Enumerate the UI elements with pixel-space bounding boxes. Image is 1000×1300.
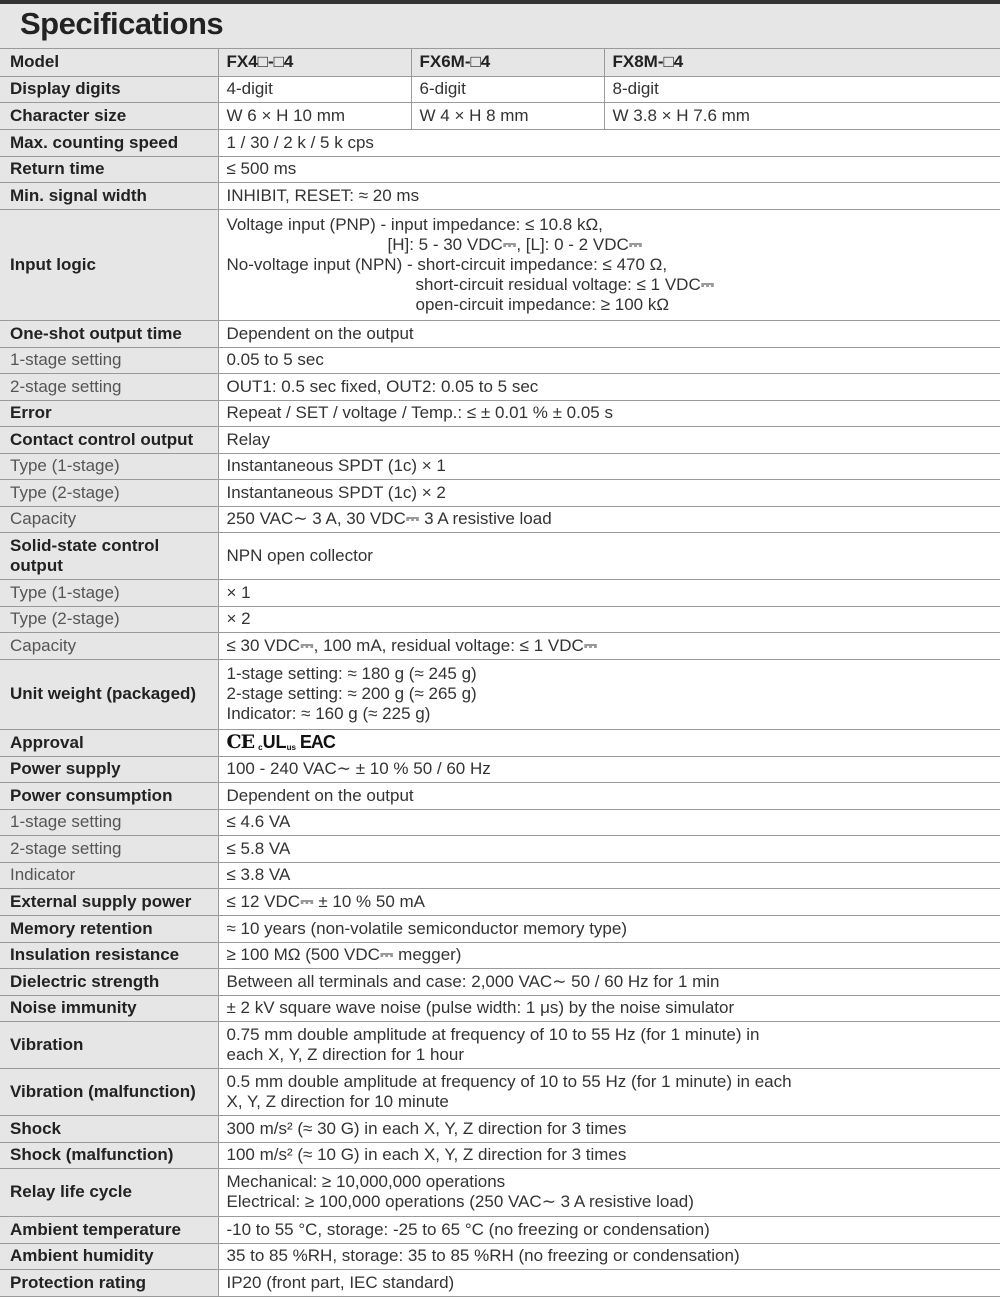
row-value: W 6 × H 10 mm (218, 102, 411, 129)
row-value: 100 m/s² (≈ 10 G) in each X, Y, Z direction for 3 times (218, 1142, 1000, 1168)
row-label: 2-stage setting (0, 373, 218, 400)
row-label: Input logic (0, 209, 218, 320)
ce-mark-icon: CE (226, 731, 255, 753)
row-value: INHIBIT, RESET: ≈ 20 ms (218, 182, 1000, 209)
row-label: Type (2-stage) (0, 479, 218, 506)
page-title: Specifications (20, 6, 224, 41)
row-label: Power consumption (0, 782, 218, 809)
row-label: Contact control output (0, 426, 218, 453)
value-line: 0.75 mm double amplitude at frequency of 10 to 55 Hz (for 1 minute) in (226, 1024, 760, 1044)
spec-row-min-signal-width (0, 182, 1000, 209)
ul-c-letter: c (258, 743, 263, 752)
row-label: Unit weight (packaged) (0, 659, 218, 729)
spec-row-relay-life-cycle (0, 1168, 1000, 1216)
spec-row-one-shot-output-time (0, 320, 1000, 347)
row-value: ≤ 3.8 VA (218, 862, 1000, 888)
spec-row-solid-state-control-output (0, 532, 1000, 579)
row-value (218, 209, 1000, 320)
ul-mark-icon (258, 732, 296, 752)
spec-row-dielectric-strength (0, 968, 1000, 995)
row-label: One-shot output time (0, 320, 218, 347)
value-line: 1-stage setting: ≈ 180 g (≈ 245 g) (226, 664, 477, 683)
eac-mark-icon: EAC (299, 732, 335, 752)
spec-row-power-1-stage (0, 809, 1000, 835)
spec-row-power-2-stage (0, 835, 1000, 862)
row-value (218, 729, 1000, 756)
spec-row-contact-type-2-stage (0, 479, 1000, 506)
row-label: Display digits (0, 76, 218, 102)
spec-row-vibration (0, 1021, 1000, 1068)
row-label: 2-stage setting (0, 835, 218, 862)
row-label: Vibration (malfunction) (0, 1068, 218, 1115)
ul-letters: UL (262, 732, 287, 752)
row-label: Ambient humidity (0, 1243, 218, 1269)
spec-row-contact-type-1-stage (0, 453, 1000, 479)
value-line: 0.5 mm double amplitude at frequency of 10 to 55 Hz (for 1 minute) in each (226, 1071, 792, 1091)
row-value: W 4 × H 8 mm (411, 102, 604, 129)
spec-row-input-logic (0, 209, 1000, 320)
row-label: Capacity (0, 506, 218, 532)
value-line: Mechanical: ≥ 10,000,000 operations (226, 1172, 506, 1191)
spec-row-ambient-temperature (0, 1216, 1000, 1243)
spec-row-character-size (0, 102, 1000, 129)
row-value: Instantaneous SPDT (1c) × 1 (218, 453, 1000, 479)
row-label: Memory retention (0, 915, 218, 942)
row-label: Character size (0, 102, 218, 129)
row-value: ≥ 100 MΩ (500 VDC⎓ megger) (218, 942, 1000, 968)
row-value (218, 1168, 1000, 1216)
spec-row-contact-capacity (0, 506, 1000, 532)
row-label: Solid-state control output (0, 532, 218, 579)
spec-row-ssr-capacity (0, 632, 1000, 659)
table-header-row (0, 49, 1000, 76)
row-value: 250 VAC∼ 3 A, 30 VDC⎓ 3 A resistive load (218, 506, 1000, 532)
row-value: W 3.8 × H 7.6 mm (604, 102, 1000, 129)
row-value: × 1 (218, 579, 1000, 606)
value-line: [H]: 5 - 30 VDC⎓, [L]: 0 - 2 VDC⎓ (387, 234, 643, 254)
row-value: 4-digit (218, 76, 411, 102)
spec-row-power-indicator (0, 862, 1000, 888)
model-fx4: FX4□-□4 (218, 49, 411, 76)
row-value: 100 - 240 VAC∼ ± 10 % 50 / 60 Hz (218, 756, 1000, 782)
spec-row-vibration-malfunction (0, 1068, 1000, 1115)
spec-row-approval (0, 729, 1000, 756)
spec-table (0, 49, 1000, 1297)
value-line: short-circuit residual voltage: ≤ 1 VDC⎓ (415, 274, 715, 294)
model-fx6m: FX6M-□4 (411, 49, 604, 76)
header-label: Model (0, 49, 218, 76)
model-fx8m: FX8M-□4 (604, 49, 1000, 76)
spec-row-ssr-type-1-stage (0, 579, 1000, 606)
row-value: ≤ 500 ms (218, 156, 1000, 182)
ul-us-letters: us (286, 743, 296, 752)
row-label: Noise immunity (0, 995, 218, 1021)
row-value: OUT1: 0.5 sec fixed, OUT2: 0.05 to 5 sec (218, 373, 1000, 400)
row-label: Min. signal width (0, 182, 218, 209)
row-label: Shock (0, 1115, 218, 1142)
row-value: ≈ 10 years (non-volatile semiconductor memory type) (218, 915, 1000, 942)
row-value: Repeat / SET / voltage / Temp.: ≤ ± 0.01 % ± 0.05 s (218, 400, 1000, 426)
row-value: Relay (218, 426, 1000, 453)
row-value: 0.05 to 5 sec (218, 347, 1000, 373)
spec-row-power-supply (0, 756, 1000, 782)
row-label: Insulation resistance (0, 942, 218, 968)
spec-row-memory-retention (0, 915, 1000, 942)
spec-row-ambient-humidity (0, 1243, 1000, 1269)
row-label: Dielectric strength (0, 968, 218, 995)
row-value: ≤ 12 VDC⎓ ± 10 % 50 mA (218, 888, 1000, 915)
row-label: Protection rating (0, 1269, 218, 1296)
row-label: Approval (0, 729, 218, 756)
row-value: 6-digit (411, 76, 604, 102)
row-label: External supply power (0, 888, 218, 915)
row-label: 1-stage setting (0, 809, 218, 835)
row-value: Dependent on the output (218, 320, 1000, 347)
row-label: Indicator (0, 862, 218, 888)
row-value: Between all terminals and case: 2,000 VAC∼ 50 / 60 Hz for 1 min (218, 968, 1000, 995)
spec-row-2-stage-setting (0, 373, 1000, 400)
spec-row-max-counting-speed (0, 129, 1000, 156)
spec-row-shock (0, 1115, 1000, 1142)
row-label: Type (1-stage) (0, 579, 218, 606)
row-value: 1 / 30 / 2 k / 5 k cps (218, 129, 1000, 156)
spec-row-contact-control-output (0, 426, 1000, 453)
row-label: Type (1-stage) (0, 453, 218, 479)
title-bar (0, 4, 1000, 49)
row-value: 8-digit (604, 76, 1000, 102)
spec-row-display-digits (0, 76, 1000, 102)
row-value: Dependent on the output (218, 782, 1000, 809)
row-label: Max. counting speed (0, 129, 218, 156)
row-label: Capacity (0, 632, 218, 659)
row-value (218, 1021, 1000, 1068)
row-value: ± 2 kV square wave noise (pulse width: 1 μs) by the noise simulator (218, 995, 1000, 1021)
spec-row-1-stage-setting (0, 347, 1000, 373)
spec-row-external-supply-power (0, 888, 1000, 915)
row-value: ≤ 5.8 VA (218, 835, 1000, 862)
row-label: Power supply (0, 756, 218, 782)
row-value (218, 659, 1000, 729)
row-value: 300 m/s² (≈ 30 G) in each X, Y, Z direction for 3 times (218, 1115, 1000, 1142)
row-label: Return time (0, 156, 218, 182)
row-value: × 2 (218, 606, 1000, 632)
spec-row-ssr-type-2-stage (0, 606, 1000, 632)
value-line: Voltage input (PNP) - input impedance: ≤ 10.8 kΩ, (226, 214, 603, 234)
row-value: ≤ 4.6 VA (218, 809, 1000, 835)
spec-row-insulation-resistance (0, 942, 1000, 968)
spec-row-unit-weight (0, 659, 1000, 729)
value-line: X, Y, Z direction for 10 minute (226, 1091, 449, 1111)
spec-row-power-consumption (0, 782, 1000, 809)
spec-row-error (0, 400, 1000, 426)
row-label: Vibration (0, 1021, 218, 1068)
row-value (218, 1068, 1000, 1115)
value-line: each X, Y, Z direction for 1 hour (226, 1044, 465, 1064)
row-value: Instantaneous SPDT (1c) × 2 (218, 479, 1000, 506)
row-value: NPN open collector (218, 532, 1000, 579)
spec-row-noise-immunity (0, 995, 1000, 1021)
value-line: Indicator: ≈ 160 g (≈ 225 g) (226, 704, 431, 723)
row-label: Type (2-stage) (0, 606, 218, 632)
row-value: -10 to 55 °C, storage: -25 to 65 °C (no freezing or condensation) (218, 1216, 1000, 1243)
value-line: Electrical: ≥ 100,000 operations (250 VAC∼ 3 A resistive load) (226, 1192, 694, 1211)
row-value: ≤ 30 VDC⎓, 100 mA, residual voltage: ≤ 1 VDC⎓ (218, 632, 1000, 659)
spec-row-return-time (0, 156, 1000, 182)
spec-row-protection-rating (0, 1269, 1000, 1296)
row-value: IP20 (front part, IEC standard) (218, 1269, 1000, 1296)
approval-marks (227, 732, 335, 752)
row-label: Shock (malfunction) (0, 1142, 218, 1168)
value-line: No-voltage input (NPN) - short-circuit impedance: ≤ 470 Ω, (226, 254, 668, 274)
row-label: Relay life cycle (0, 1168, 218, 1216)
row-label: Error (0, 400, 218, 426)
row-label: 1-stage setting (0, 347, 218, 373)
row-label: Ambient temperature (0, 1216, 218, 1243)
value-line: 2-stage setting: ≈ 200 g (≈ 265 g) (226, 684, 477, 703)
value-line: open-circuit impedance: ≥ 100 kΩ (415, 294, 670, 314)
spec-row-shock-malfunction (0, 1142, 1000, 1168)
row-value: 35 to 85 %RH, storage: 35 to 85 %RH (no freezing or condensation) (218, 1243, 1000, 1269)
